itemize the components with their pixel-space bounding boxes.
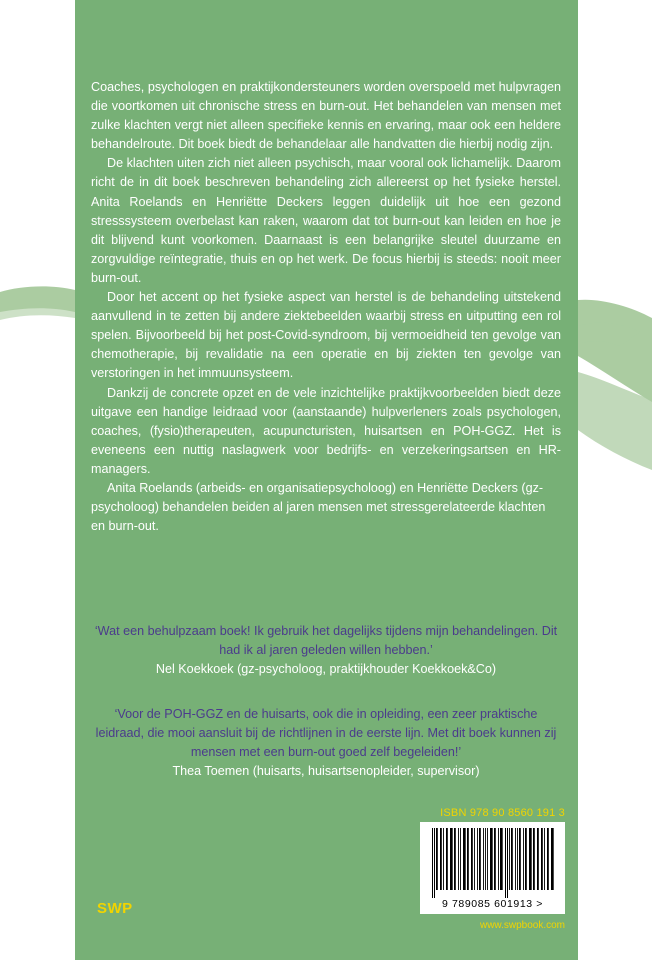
barcode-bar xyxy=(494,828,496,890)
barcode-bar xyxy=(463,828,466,890)
barcode-bar xyxy=(434,828,435,898)
blurb-paragraph: Door het accent op het fysieke aspect van herstel is de behandeling uitstekend aanvullend in te zetten bij andere ziektebeelden waarbij stress en uitputting een rol spelen. Bijvoorbeeld bij het post-Covid-syndroom, bij vermoeidheid ten gevolge van chemotherapie, bij revalidatie na een operatie en bij ziekten ten gevolge van verstoringen in het immuunsysteem. xyxy=(91,290,561,381)
quote-author: Thea Toemen (huisarts, huisartsenopleider, supervisor) xyxy=(172,764,480,779)
barcode-bar xyxy=(458,828,459,890)
blurb-paragraph: De klachten uiten zich niet alleen psychisch, maar vooral ook lichamelijk. Daarom richt de in dit boek beschreven behandeling zich allereerst op het fysieke herstel. Anita Roelands en Henriëtte Deckers leggen duidelijk uit hoe een gezond stresssysteem overbelast kan raken, waarom dat tot burn-out kan leiden en hoe je dit blijvend kunt voorkomen. Daarnaast is een belangrijke sleutel duurzame en zorgvuldige reïntegratie, thuis en op het werk. De focus hierbij is steeds: nooit meer burn-out. xyxy=(91,156,561,285)
barcode-bar xyxy=(505,828,506,898)
quote-author: Nel Koekkoek (gz-psycholoog, praktijkhouder Koekkoek&Co) xyxy=(155,662,497,677)
barcode-bar xyxy=(523,828,524,890)
barcode-image xyxy=(424,826,561,910)
barcode-bar xyxy=(529,828,532,890)
blurb-paragraph: Dankzij de concrete opzet en de vele inzichtelijke praktijkvoorbeelden biedt deze uitgave een handige leidraad voor (aanstaande) hulpverleners zoals psychologen, coaches, (fysio)therapeuten, acupuncturisten, huisartsen en POH-GGZ. Het is eveneens een nuttig naslagwerk voor bedrijfs- en verzekeringsartsen en HR-managers. xyxy=(91,385,561,476)
blurb-paragraph: Coaches, psychologen en praktijkondersteuners worden overspoeld met hulpvragen die voortkomen uit chronische stress en burn-out. Het behandelen van mensen met zulke klachten vergt niet alleen specifieke kennis en ervaring, maar ook een heldere behandelroute. Dit boek biedt de behandelaar alle handvatten die hierbij nodig zijn. xyxy=(91,80,561,152)
barcode-bar xyxy=(509,828,510,890)
barcode-bar xyxy=(432,828,433,898)
barcode-bar xyxy=(454,828,456,890)
barcode-bar xyxy=(460,828,461,890)
barcode-bar xyxy=(507,828,508,898)
publisher-website: www.swpbook.com xyxy=(479,920,565,931)
barcode-bar xyxy=(500,828,503,890)
barcode-bar xyxy=(487,828,488,890)
barcode-bar xyxy=(511,828,513,890)
barcode xyxy=(420,822,565,914)
barcode-bar xyxy=(485,828,486,890)
barcode-bar xyxy=(467,828,469,890)
barcode-bar xyxy=(479,828,481,890)
barcode-bar xyxy=(490,828,493,890)
isbn-label: ISBN 978 90 8560 191 3 xyxy=(440,807,565,819)
publisher-logo: SWP xyxy=(97,900,133,917)
barcode-bar xyxy=(483,828,484,890)
quote-text: ‘Wat een behulpzaam boek! Ik gebruik het dagelijks tijdens mijn behandelingen. Dit had ik al jaren geleden willen hebben.’ xyxy=(94,624,558,658)
barcode-bar xyxy=(547,828,549,890)
barcode-bar xyxy=(471,828,473,890)
barcode-bar xyxy=(519,828,521,890)
testimonial-quote xyxy=(91,705,561,781)
barcode-bar xyxy=(517,828,518,890)
barcode-bar xyxy=(525,828,527,890)
testimonial-quote xyxy=(91,622,561,679)
barcode-digits: 9 789085 601913 > xyxy=(442,898,543,910)
author-bio-paragraph: Anita Roelands (arbeids- en organisatiepsycholoog) en Henriëtte Deckers (gz-psycholoog) behandelen beiden al jaren mensen met stressgerelateerde klachten en burn-out. xyxy=(91,480,546,534)
blurb-text xyxy=(91,78,561,536)
barcode-bar xyxy=(440,828,442,890)
barcode-bar xyxy=(446,828,448,890)
barcode-bar xyxy=(537,828,539,890)
barcode-bar xyxy=(443,828,444,890)
quote-text: ‘Voor de POH-GGZ en de huisarts, ook die in opleiding, een zeer praktische leidraad, die mooi aansluit bij de richtlijnen in de eerste lijn. Met dit boek kunnen zij mensen met een burn-out goed zelf begeleiden!’ xyxy=(95,707,557,760)
barcode-bar xyxy=(450,828,453,890)
barcode-bar xyxy=(477,828,478,890)
barcode-bar xyxy=(436,828,438,890)
barcode-bar xyxy=(498,828,499,890)
barcode-bar xyxy=(551,828,554,890)
barcode-bar xyxy=(533,828,535,890)
barcode-bar xyxy=(541,828,543,890)
barcode-bar xyxy=(515,828,516,890)
barcode-bar xyxy=(544,828,545,890)
barcode-bar xyxy=(474,828,475,890)
